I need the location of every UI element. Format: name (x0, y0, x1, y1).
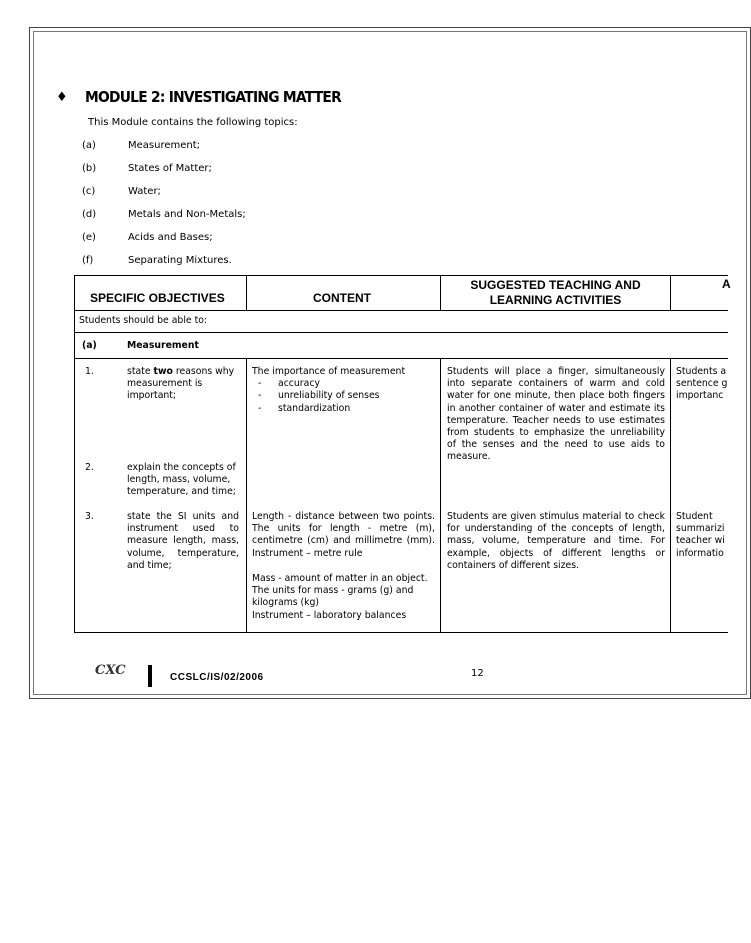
table-bottom-border (74, 632, 728, 633)
column-divider (440, 358, 441, 632)
document-code: CCSLC/IS/02/2006 (170, 672, 264, 683)
activity-text: Students will place a finger, simultaneously into separate containers of warm and cold water for one minute, then place both fingers in another container of water and estimate its temperature. Teacher needs to use estimates from students to emphasize the unreliability of the senses and the need to use aids to measure. (447, 366, 665, 463)
table-top-border (74, 275, 728, 276)
module-title: MODULE 2: INVESTIGATING MATTER (85, 88, 341, 106)
topic-item: (b) States of Matter; (82, 163, 212, 174)
objective-text: explain the concepts of length, mass, volume, temperature, and time; (127, 462, 236, 498)
page-number: 12 (471, 668, 484, 679)
header-content: CONTENT (313, 291, 371, 305)
row-number: 1. (85, 366, 94, 377)
students-should-line: Students should be able to: (79, 315, 208, 326)
diamond-bullet-icon: ♦ (56, 90, 68, 105)
row-number: 2. (85, 462, 94, 473)
objective-text: state the SI units and instrument used to measure length, mass, volume, temperature, and time; (127, 511, 239, 571)
module-intro: This Module contains the following topics: (88, 117, 298, 128)
topic-item: (d) Metals and Non-Metals; (82, 209, 246, 220)
cxc-logo: CXC (95, 663, 126, 678)
footer-divider-bar (148, 665, 152, 687)
section-label: (a) (82, 340, 97, 351)
topic-item: (a) Measurement; (82, 140, 201, 151)
assessment-text-partial: Students a sentence g importanc (676, 366, 728, 402)
header-suggested-activities: SUGGESTED TEACHING AND LEARNING ACTIVITIES (470, 278, 641, 307)
row-number: 3. (85, 511, 94, 522)
objective-text: state two reasons why measurement is important; (127, 366, 235, 402)
topic-item: (f) Separating Mixtures. (82, 255, 232, 266)
table-header-border (74, 310, 728, 311)
topic-item: (e) Acids and Bases; (82, 232, 213, 243)
topic-item: (c) Water; (82, 186, 161, 197)
table-left-border (74, 275, 75, 632)
column-divider (246, 275, 247, 310)
table-row-border (74, 332, 728, 333)
column-divider (670, 275, 671, 310)
section-title: Measurement (127, 340, 199, 351)
column-divider (670, 358, 671, 632)
activity-text: Students are given stimulus material to check for understanding of the concepts of length, mass, volume, temperature and time. For example, objects of different lengths or containers of different sizes. (447, 511, 665, 571)
content-mass: Mass - amount of matter in an object. The units for mass - grams (g) and kilograms (kg) Instrument – laboratory balances (252, 573, 428, 621)
content-length: Length - distance between two points. The units for length - metre (m), centimetre (cm) and millimetre (mm). Instrument – metre rule (252, 511, 435, 559)
header-assessment-partial: A (722, 277, 731, 291)
content-importance: The importance of measurement - accuracy - unreliability of senses - standardization (252, 366, 406, 414)
table-row-border (74, 358, 728, 359)
assessment-text-partial: Student summarizi teacher wi informatio (676, 511, 725, 559)
column-divider (246, 358, 247, 632)
header-specific-objectives: SPECIFIC OBJECTIVES (90, 291, 225, 305)
